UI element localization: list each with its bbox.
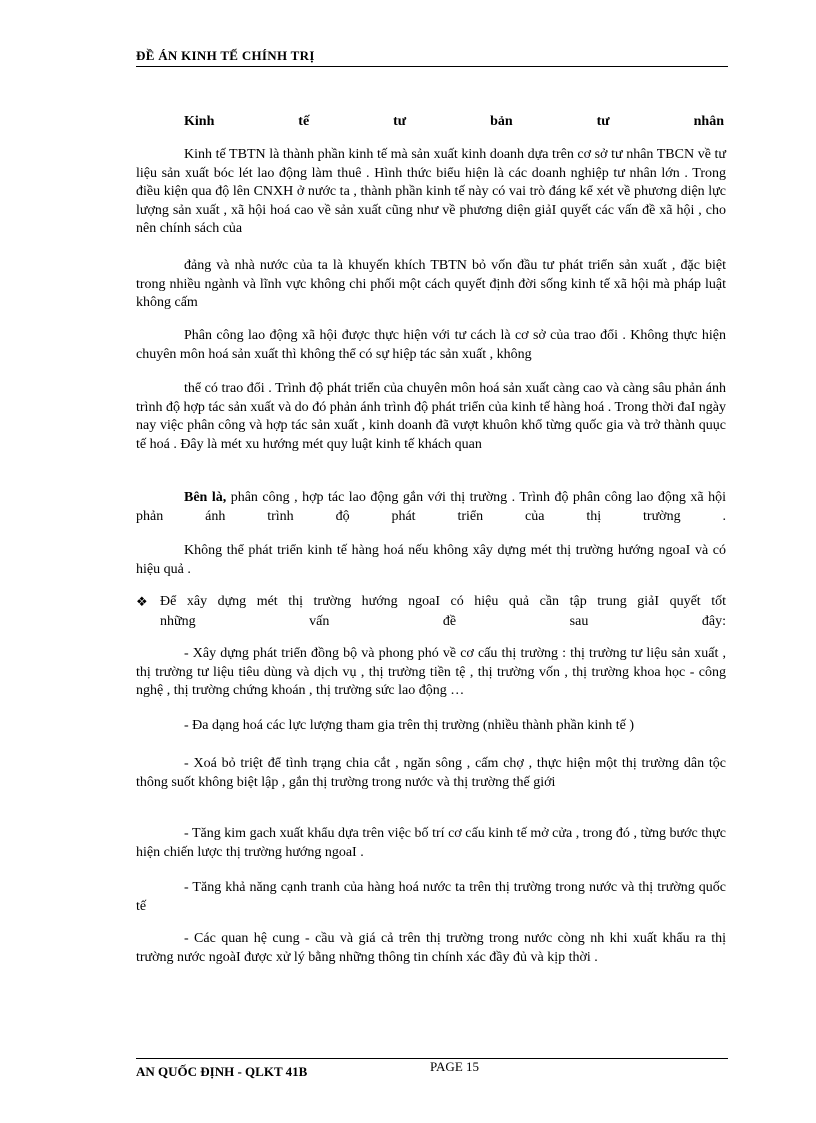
section-title: Kinh tế tư bản tư nhân	[184, 114, 724, 129]
paragraph-5-lead: Bên là,	[184, 490, 227, 505]
paragraph-2: đảng và nhà nước của ta là khuyến khích TBTN bỏ vốn đầu tư phát triển sản xuất , đặc biệt trong nhiều ngành và lĩnh vực không chi phối một cách quyết định đời sống kinh tế xã hội mà pháp luật không cấm	[136, 258, 726, 310]
bullet-line-1: Để xây dựng mét thị trường hướng ngoaI có hiệu quả cần tập trung giảI quyết tốt	[160, 594, 726, 609]
running-header: ĐỀ ÁN KINH TẾ CHÍNH TRỊ	[136, 48, 315, 63]
page-number: PAGE 15	[430, 1059, 480, 1074]
paragraph-9: - Xoá bỏ triệt để tình trạng chia cắt , ngăn sông , cấm chợ , thực hiện một thị trường dân tộc thông suốt không biệt lập , gắn thị trường trong nước và thị trường thế giới	[136, 756, 726, 790]
paragraph-7: - Xây dựng phát triển đồng bộ và phong phó về cơ cấu thị trường : thị trường tư liệu sản xuất , thị trường tư liệu tiêu dùng và dịch vụ , thị trường tiền tệ , thị trường vốn , thị trường khoa học - công nghệ , thị trường chứng khoán , thị trường sức lao động …	[136, 646, 726, 698]
paragraph-12: - Các quan hệ cung - cầu và giá cả trên thị trường trong nước còng nh khi xuất khẩu ra thị trường nước ngoàI được xử lý bằng những thông tin chính xác đầy đủ và kịp thời .	[136, 931, 726, 965]
footer-author: AN QUỐC ĐỊNH - QLKT 41B	[136, 1064, 308, 1079]
bullet-item	[136, 592, 726, 632]
paragraph-3: Phân công lao động xã hội được thực hiện với tư cách là cơ sở của trao đổi . Không thực hiện chuyên môn hoá sản xuất thì không thể có sự hiệp tác sản xuất , không	[136, 328, 726, 362]
bullet-line-2: những vấn đề sau đây:	[160, 614, 726, 629]
paragraph-4: thể có trao đổi . Trình độ phát triển của chuyên môn hoá sản xuất càng cao và càng sâu phản ánh trình độ hợp tác sản xuất và do đó phản ánh trình độ phát triển của kinh tế hàng hoá . Trong thời đaI ngày nay việc phân công và hợp tác sản xuất , kinh doanh đã vượt khuôn khổ từng quốc gia và trở thành quục tế hoá . Đây là mét xu hướng mét quy luật kinh tế khách quan	[136, 381, 726, 452]
paragraph-11: - Tăng khả năng cạnh tranh của hàng hoá nước ta trên thị trường trong nước và thị trường quốc tế	[136, 880, 726, 914]
paragraph-5-text: phân công , hợp tác lao động gắn với thị trường . Trình độ phân công lao động xã hội phản ánh trình độ phát triển của thị trường .	[136, 490, 726, 524]
paragraph-10: - Tăng kim gach xuất khẩu dựa trên việc bố trí cơ cấu kinh tế mở cửa , trong đó , từng bước thực hiện chiến lược thị trường hướng ngoaI .	[136, 826, 726, 860]
header-rule	[136, 66, 728, 67]
diamond-bullet-icon: ❖	[136, 594, 148, 609]
paragraph-5	[136, 489, 726, 526]
paragraph-1: Kinh tế TBTN là thành phần kinh tế mà sản xuất kinh doanh dựa trên cơ sở tư nhân TBCN về tư liệu sản xuất bóc lét lao động làm thuê . Hình thức biểu hiện là các doanh nghiệp tư nhân lớn . Trong điều kiện qua độ lên CNXH ở nước ta , thành phần kinh tế này có vai trò đáng kể xét về phương diện lực lượng sản xuất , xã hội hoá cao về sản xuất cũng như về phương diện giảI quyết các vấn đề xã hội , cho nên chính sách của	[136, 147, 726, 236]
paragraph-8: - Đa dạng hoá các lực lượng tham gia trên thị trường (nhiều thành phần kinh tế )	[184, 718, 635, 733]
paragraph-6: Không thể phát triển kinh tế hàng hoá nếu không xây dựng mét thị trường hướng ngoaI và có hiệu quả .	[136, 543, 726, 577]
